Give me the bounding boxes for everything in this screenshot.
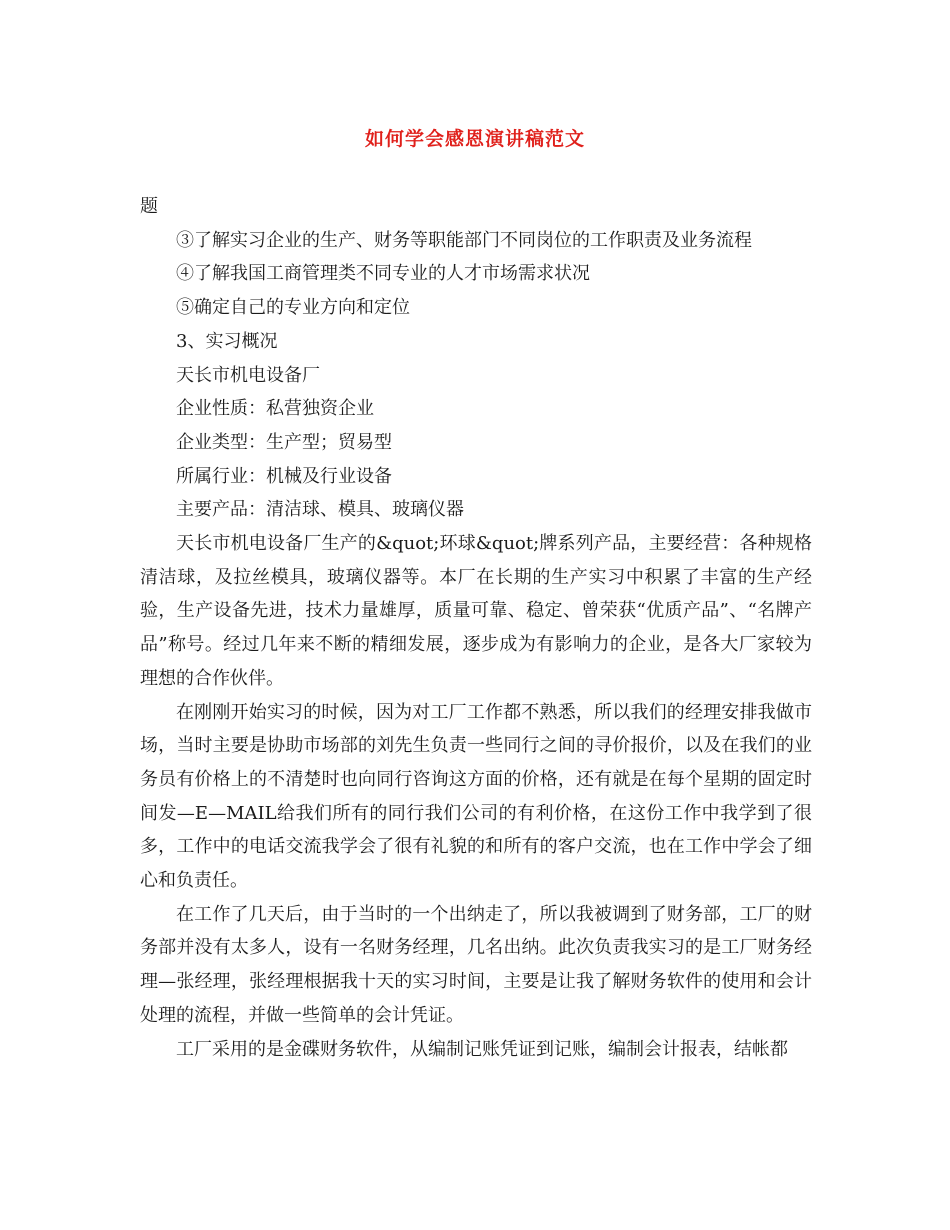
text-line: 主要产品：清洁球、模具、玻璃仪器: [176, 499, 464, 521]
text-line: 企业性质：私营独资企业: [176, 398, 374, 420]
text-line: 题: [140, 196, 158, 217]
text-line: 企业类型：生产型；贸易型: [176, 431, 392, 453]
paragraph: 天长市机电设备厂生产的&quot;环球&quot;牌系列产品，主要经营：各种规格清洁球，及拉丝模具，玻璃仪器等。本厂在长期的生产实习中积累了丰富的生产经验，生产设备先进，技术力量雄厚，质量可靠、稳定、曾荣获“优质产品”、“名牌产品”称号。经过几年来不断的精细发展，逐步成为有影响力的企业，是各大厂家较为理想的合作伙伴。: [140, 533, 812, 689]
text-line: 天长市机电设备厂: [176, 364, 320, 386]
document-title: 如何学会感恩演讲稿范文: [364, 128, 585, 150]
paragraph: 在工作了几天后，由于当时的一个出纳走了，所以我被调到了财务部，工厂的财务部并没有太多人，设有一名财务经理，几名出纳。此次负责我实习的是工厂财务经理—张经理，张经理根据我十天的实习时间，主要是让我了解财务软件的使用和会计处理的流程，并做一些简单的会计凭证。: [140, 903, 812, 1026]
paragraph: 工厂采用的是金碟财务软件，从编制记账凭证到记账，编制会计报表，结帐都: [176, 1038, 788, 1060]
text-line: ④了解我国工商管理类不同专业的人才市场需求状况: [176, 263, 590, 285]
document-body: [140, 190, 812, 1066]
text-line: ③了解实习企业的生产、财务等职能部门不同岗位的工作职责及业务流程: [176, 229, 752, 251]
text-line: ⑤确定自己的专业方向和定位: [176, 297, 410, 319]
text-line: 所属行业：机械及行业设备: [176, 465, 392, 487]
text-line: 3、实习概况: [176, 330, 278, 352]
paragraph: 在刚刚开始实习的时候，因为对工厂工作都不熟悉，所以我们的经理安排我做市场，当时主要是协助市场部的刘先生负责一些同行之间的寻价报价，以及在我们的业务员有价格上的不清楚时也向同行咨询这方面的价格，还有就是在每个星期的固定时间发—E—MAIL给我们所有的同行我们公司的有利价格，在这份工作中我学到了很多，工作中的电话交流我学会了很有礼貌的和所有的客户交流，也在工作中学会了细心和负责任。: [140, 701, 812, 892]
